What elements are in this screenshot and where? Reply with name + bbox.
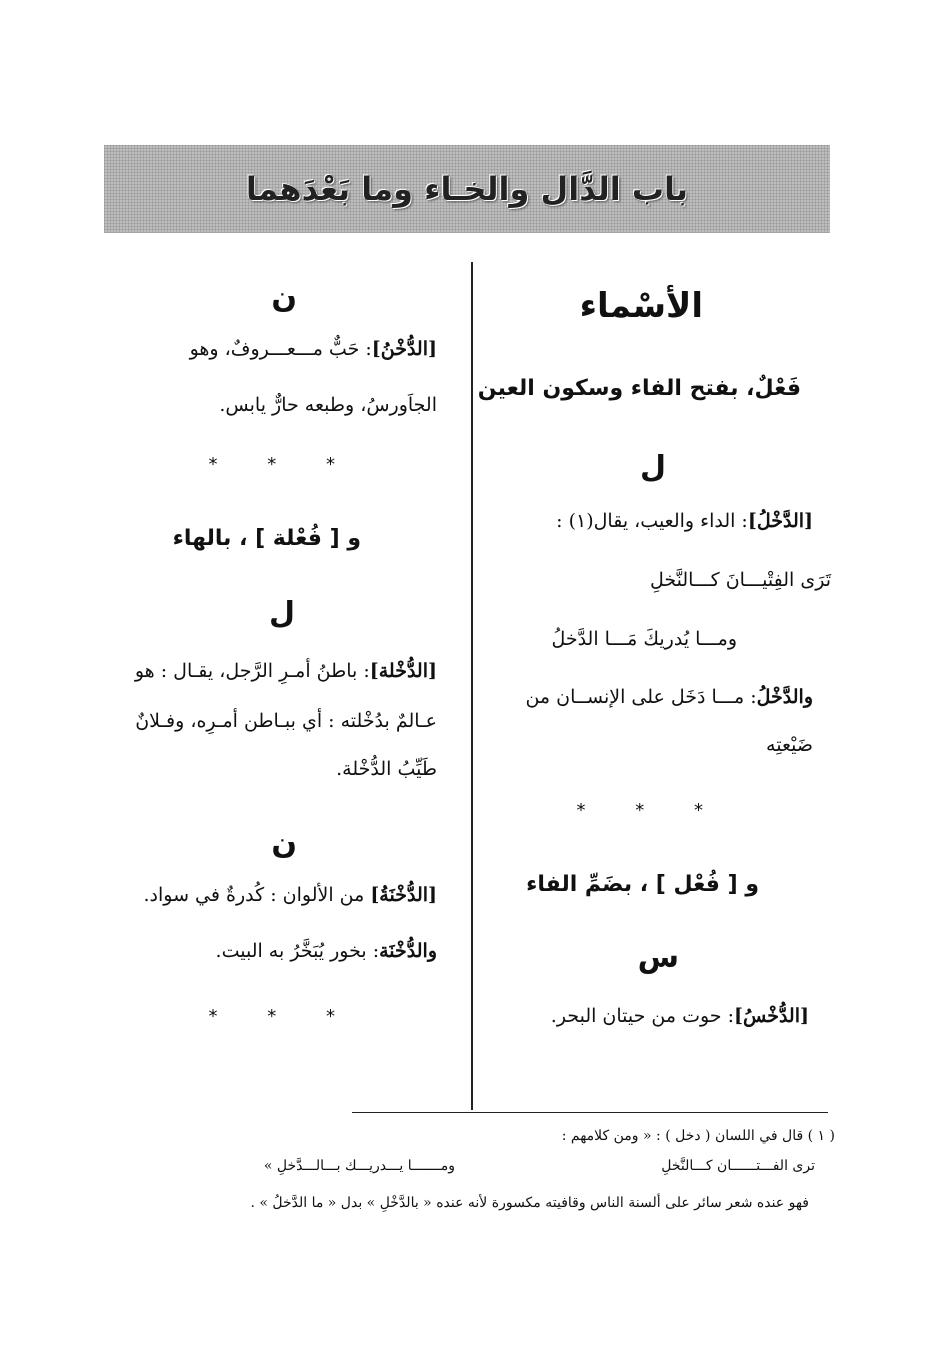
pattern-heading: و [ فُعْل ] ، بضَمِّ الفاء (526, 872, 759, 897)
entry-keyword: [الدُّخْلة] (369, 660, 437, 682)
footnote-verse-part: ترى الفـــتــــــان كـــالنَّخلِ (661, 1158, 815, 1174)
pattern-heading: فَعْلٌ، بفتح الفاء وسكون العين (477, 376, 801, 401)
chapter-banner (104, 145, 830, 233)
entry-keyword: والدُّخْنَة (379, 940, 437, 962)
letter-heading: ن (271, 826, 297, 861)
section-separator: * * * (576, 800, 725, 821)
entry-text: : بخور يُبَخَّرُ به البيت. (215, 940, 380, 962)
entry-line: الجاَورسُ، وطبعه حارٌّ يابس. (219, 394, 437, 416)
entry-line (135, 660, 437, 682)
letter-heading: س (637, 940, 679, 975)
entry-text: من الألوان : كُدرةٌ في سواد. (143, 884, 371, 906)
entry-line (216, 940, 437, 962)
footnote-line: ( ١ ) قال في اللسان ( دخل ) : « ومن كلامهم : (561, 1128, 835, 1144)
footnote-rule (352, 1112, 828, 1113)
entry-keyword: [الدُّخْنُ] (371, 338, 437, 360)
entry-line: ضَيْعتِه (766, 734, 813, 756)
entry-text: : الداء والعيب، يقال(١) : (556, 510, 748, 532)
entry-line (551, 1005, 809, 1027)
entry-keyword: والدَّخْلُ (756, 686, 813, 708)
pattern-heading: و [ فُعْلة ] ، بالهاء (172, 526, 361, 551)
entry-text: : حوت من حيتان البحر. (550, 1005, 734, 1027)
section-heading: الأسْماء (579, 286, 703, 326)
entry-line (144, 884, 438, 906)
entry-line: عـالمٌ بدُخْلته : أي ببـاطن أمـرِه، وفـلانٌ (135, 710, 437, 732)
entry-keyword: [الدَّخْلُ] (747, 510, 813, 532)
entry-line: طَيِّبُ الدُّخْلة. (336, 758, 437, 780)
section-separator: * * * (208, 1006, 357, 1027)
entry-line (190, 338, 437, 360)
entry-keyword: [الدُّخْنَةُ] (370, 884, 437, 906)
column-divider (471, 262, 473, 1110)
entry-text: : مـــا دَخَل على الإنســان من (525, 686, 757, 708)
verse-line: تَرَى الفِتْيـــانَ كـــالنَّخلِ (649, 569, 831, 591)
section-separator: * * * (208, 454, 357, 475)
entry-line (525, 686, 813, 708)
footnote-line: فهو عنده شعر سائر على ألسنة الناس وقافيته مكسورة لأنه عنده « بالدَّخْلِ » بدل « ما الدَّخلُ » . (250, 1195, 809, 1211)
footnote-verse-part: ومـــــــا يـــدريـــك بـــالـــدَّخلِ » (263, 1158, 455, 1174)
verse-line: ومـــا يُدريكَ مَـــا الدَّخلُ (551, 628, 737, 650)
entry-keyword: [الدُّخْسُ] (734, 1005, 809, 1027)
letter-heading: ل (639, 450, 666, 485)
letter-heading: ن (271, 280, 297, 315)
entry-text: : حَبٌّ مـــعـــروفٌ، وهو (189, 338, 372, 360)
entry-line (556, 510, 813, 532)
chapter-title: باب الدَّال والخـاء وما بَعْدَهما (245, 170, 689, 208)
letter-heading: ل (268, 596, 295, 631)
entry-text: : باطنُ أمـرِ الرَّجل، يقـال : هو (134, 660, 370, 682)
